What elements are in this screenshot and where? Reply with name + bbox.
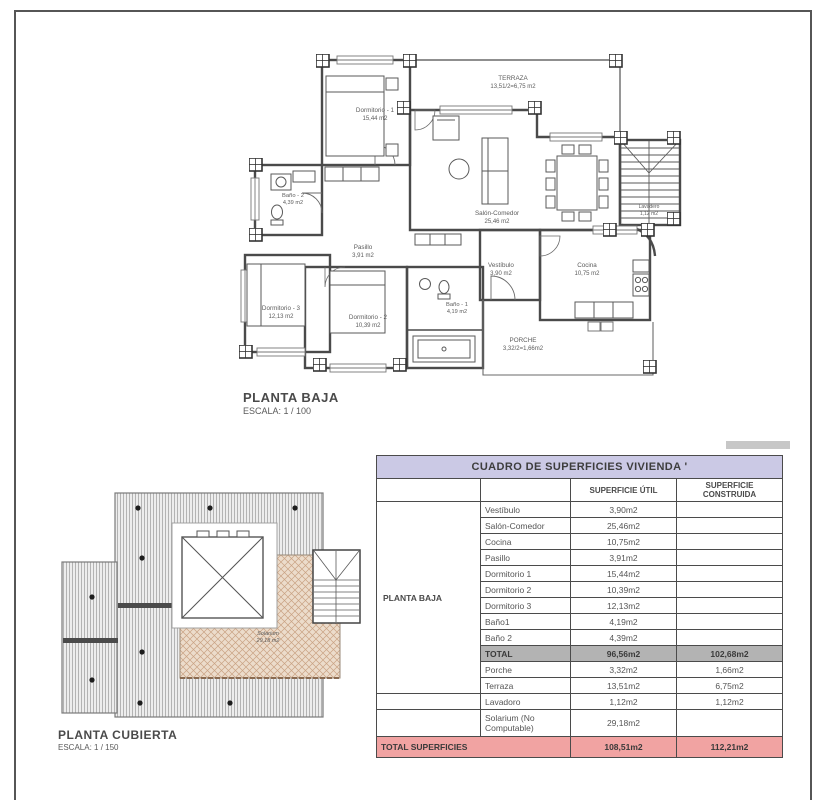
svg-text:4,39 m2: 4,39 m2: [282, 200, 304, 206]
porch-step: [588, 322, 600, 331]
ground-plan-scale: ESCALA: 1 / 100: [243, 406, 312, 416]
room-label-terraza: TERRAZA: [498, 75, 528, 82]
roof-plan-drawing: [50, 485, 380, 760]
svg-text:1,12 m2: 1,12 m2: [639, 211, 659, 217]
footer-label: TOTAL SUPERFICIES: [377, 737, 571, 758]
svg-text:Solarium: Solarium: [257, 631, 279, 637]
svg-text:10,75 m2: 10,75 m2: [574, 271, 600, 277]
room-label-pasillo: Pasillo: [353, 244, 373, 251]
room-label-bano2: Baño - 2: [282, 193, 304, 199]
roof-staircase: [313, 550, 360, 623]
svg-text:10,39 m2: 10,39 m2: [355, 323, 381, 329]
svg-text:3,90 m2: 3,90 m2: [490, 271, 512, 277]
table-row: Porche 3,32m2 1,66m2: [377, 662, 783, 678]
table-row: Lavadoro 1,12m2 1,12m2: [377, 694, 783, 710]
svg-text:13,51/2=6,75 m2: 13,51/2=6,75 m2: [490, 84, 536, 90]
sheet-frame-top: [14, 10, 812, 12]
roof-plan-scale: ESCALA: 1 / 150: [58, 743, 119, 752]
room-label-cocina: Cocina: [577, 262, 597, 269]
table-footer-row: TOTAL SUPERFICIES 108,51m2 112,21m2: [377, 737, 783, 758]
ground-floor-plan: [225, 38, 695, 388]
table-row: Baño 2 4,39m2: [377, 630, 783, 646]
table-row: PLANTA BAJA Vestíbulo 3,90m2: [377, 502, 783, 518]
svg-text:4,19 m2: 4,19 m2: [446, 309, 468, 315]
room-label-dormitorio1: Dormitorio - 1: [355, 107, 395, 114]
scan-artifact: [726, 441, 790, 449]
table-title-row: [377, 456, 783, 479]
room-label-bano1: Baño - 1: [446, 302, 468, 308]
table-title: CUADRO DE SUPERFICIES VIVIENDA ': [377, 456, 783, 479]
table-row: Pasillo 3,91m2: [377, 550, 783, 566]
svg-text:3,32/2=1,66m2: 3,32/2=1,66m2: [502, 346, 544, 352]
ground-plan-title: PLANTA BAJA: [243, 390, 339, 405]
table-row: Dormitorio 3 12,13m2: [377, 598, 783, 614]
table-row: Solarium (No Computable) 29,18m2: [377, 710, 783, 737]
roof-plan-title: PLANTA CUBIERTA: [58, 728, 178, 742]
room-label-dormitorio3: Dormitorio - 3: [261, 305, 301, 312]
room-label-salon: Salón-Comedor: [474, 210, 520, 217]
surfaces-table: [376, 455, 783, 758]
porch-step: [601, 322, 613, 331]
sheet-frame-left: [14, 10, 16, 800]
room-label-lavadero: Lavadero: [638, 204, 660, 210]
svg-text:15,44 m2: 15,44 m2: [362, 116, 388, 122]
svg-text:12,13 m2: 12,13 m2: [268, 314, 294, 320]
svg-text:29,18 m2: 29,18 m2: [256, 638, 280, 644]
roof-ridge: [118, 603, 175, 608]
room-label-dormitorio2: Dormitorio - 2: [348, 314, 388, 321]
table-row: Baño1 4,19m2: [377, 614, 783, 630]
room-label-porche: PORCHE: [509, 337, 537, 344]
sheet-frame-right: [810, 10, 812, 800]
svg-text:3,91 m2: 3,91 m2: [352, 253, 374, 259]
table-row: Salón-Comedor 25,46m2: [377, 518, 783, 534]
header-superficie-construida: SUPERFICIE CONSTRUIDA: [677, 479, 783, 502]
table-row: Dormitorio 2 10,39m2: [377, 582, 783, 598]
roof-ridge: [63, 638, 118, 643]
table-row: Dormitorio 1 15,44m2: [377, 566, 783, 582]
solarium-label: [256, 631, 280, 644]
table-row: Cocina 10,75m2: [377, 534, 783, 550]
table-header-row: [377, 479, 783, 502]
roof-left: [62, 562, 117, 713]
table-total-row: TOTAL 96,56m2 102,68m2: [377, 646, 783, 662]
ground-floor-drawing: [225, 38, 695, 388]
svg-text:25,46 m2: 25,46 m2: [484, 219, 510, 225]
group-cell: PLANTA BAJA: [377, 502, 481, 694]
room-label-vestibulo: Vestíbulo: [488, 262, 514, 269]
header-superficie-util: SUPERFICIE ÚTIL: [571, 479, 677, 502]
table-row: Terraza 13,51m2 6,75m2: [377, 678, 783, 694]
roof-plan: [50, 485, 380, 760]
